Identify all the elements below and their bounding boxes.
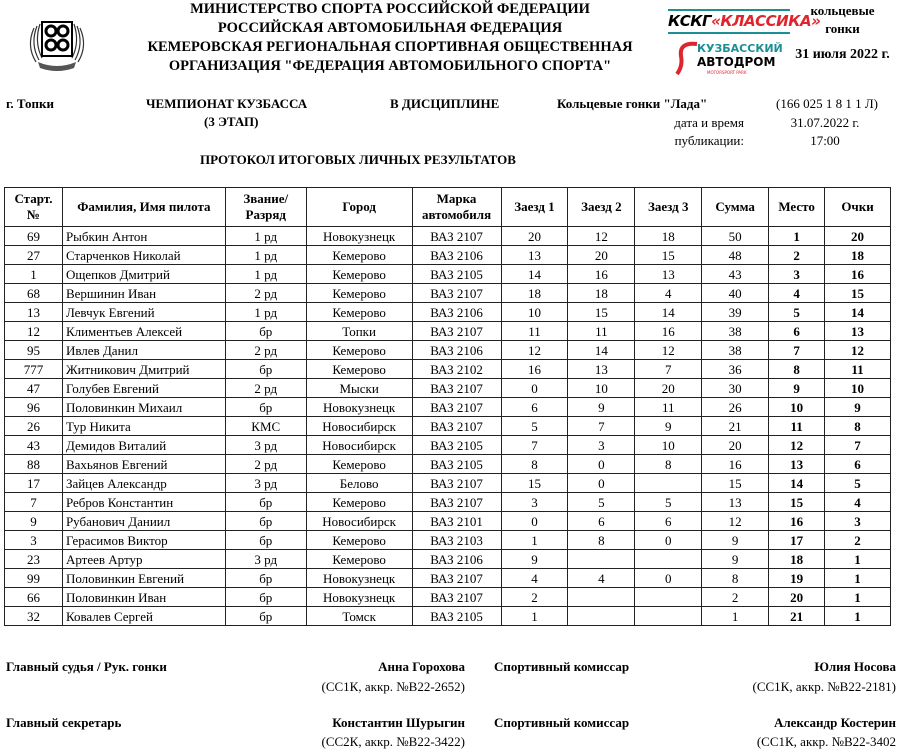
cell-start: 66 xyxy=(5,588,63,607)
cell-points: 7 xyxy=(825,436,891,455)
cell-race3 xyxy=(635,607,702,626)
cell-sum: 2 xyxy=(702,588,769,607)
kuzbass-autodrom-logo: КУЗБАССКИЙ АВТОДРОМ MOTORSPORT PARK xyxy=(675,38,785,78)
cell-sum: 39 xyxy=(702,303,769,322)
cell-rank: бр xyxy=(225,569,306,588)
cell-race2: 0 xyxy=(568,474,635,493)
cell-race1: 6 xyxy=(501,398,568,417)
cell-place: 7 xyxy=(769,341,825,360)
cell-place: 11 xyxy=(769,417,825,436)
cell-place: 15 xyxy=(769,493,825,512)
col-header-city: Город xyxy=(306,188,412,227)
cell-race3: 13 xyxy=(635,265,702,284)
cell-car: ВАЗ 2102 xyxy=(412,360,501,379)
cell-sum: 13 xyxy=(702,493,769,512)
cell-race2: 18 xyxy=(568,284,635,303)
col-header-name: Фамилия, Имя пилота xyxy=(62,188,225,227)
cell-race1: 14 xyxy=(501,265,568,284)
table-row xyxy=(5,265,891,284)
cell-place: 21 xyxy=(769,607,825,626)
cell-points: 1 xyxy=(825,550,891,569)
event-date: 31 июля 2022 г. xyxy=(795,47,890,62)
protocol-title: ПРОТОКОЛ ИТОГОВЫХ ЛИЧНЫХ РЕЗУЛЬТАТОВ xyxy=(200,152,516,167)
cell-race3: 10 xyxy=(635,436,702,455)
cell-car: ВАЗ 2106 xyxy=(412,341,501,360)
commissar-1-role: Спортивный комиссар xyxy=(494,659,630,674)
header-line-ministry: МИНИСТЕРСТВО СПОРТА РОССИЙСКОЙ ФЕДЕРАЦИИ xyxy=(190,1,590,17)
cell-rank: КМС xyxy=(225,417,306,436)
cell-points: 9 xyxy=(825,398,891,417)
cell-city: Кемерово xyxy=(306,303,412,322)
table-row xyxy=(5,417,891,436)
cell-car: ВАЗ 2107 xyxy=(412,493,501,512)
cell-place: 19 xyxy=(769,569,825,588)
commissar-2-role: Спортивный комиссар xyxy=(494,715,630,730)
cell-start: 1 xyxy=(5,265,63,284)
cell-rank: бр xyxy=(225,607,306,626)
cell-race1: 9 xyxy=(501,550,568,569)
cell-points: 5 xyxy=(825,474,891,493)
cell-car: ВАЗ 2105 xyxy=(412,436,501,455)
cell-race1: 4 xyxy=(501,569,568,588)
cell-sum: 9 xyxy=(702,550,769,569)
cell-name: Ивлев Данил xyxy=(62,341,225,360)
cell-city: Томск xyxy=(306,607,412,626)
cell-start: 7 xyxy=(5,493,63,512)
cell-name: Половинкин Иван xyxy=(62,588,225,607)
cell-points: 1 xyxy=(825,588,891,607)
cell-race3: 9 xyxy=(635,417,702,436)
cell-place: 8 xyxy=(769,360,825,379)
col-header-car: Марка автомобиля xyxy=(412,188,501,227)
cell-start: 26 xyxy=(5,417,63,436)
cell-city: Кемерово xyxy=(306,341,412,360)
cell-rank: 2 рд xyxy=(225,284,306,303)
cell-race1: 10 xyxy=(501,303,568,322)
cell-city: Новокузнецк xyxy=(306,569,412,588)
cell-sum: 48 xyxy=(702,246,769,265)
cell-city: Кемерово xyxy=(306,284,412,303)
header-line-organization: ОРГАНИЗАЦИЯ "ФЕДЕРАЦИЯ АВТОМОБИЛЬНОГО СПОРТА" xyxy=(168,58,612,74)
cell-race3: 11 xyxy=(635,398,702,417)
table-row xyxy=(5,227,891,246)
cell-start: 68 xyxy=(5,284,63,303)
cell-rank: 2 рд xyxy=(225,379,306,398)
cell-city: Кемерово xyxy=(306,531,412,550)
table-row xyxy=(5,379,891,398)
commissar-2-name: Александр Костерин xyxy=(773,715,896,730)
cell-points: 2 xyxy=(825,531,891,550)
cell-race3: 20 xyxy=(635,379,702,398)
cell-race1: 18 xyxy=(501,284,568,303)
cell-name: Зайцев Александр xyxy=(62,474,225,493)
cell-start: 95 xyxy=(5,341,63,360)
cell-race2 xyxy=(568,588,635,607)
cell-race3: 0 xyxy=(635,531,702,550)
cell-car: ВАЗ 2107 xyxy=(412,417,501,436)
cell-start: 13 xyxy=(5,303,63,322)
table-row xyxy=(5,322,891,341)
commissar-1-name: Юлия Носова xyxy=(814,659,896,674)
commissar-1-accreditation: (СС1К, аккр. №В22-2181) xyxy=(752,679,896,694)
cell-name: Тур Никита xyxy=(62,417,225,436)
cell-race2: 4 xyxy=(568,569,635,588)
cell-rank: 3 рд xyxy=(225,436,306,455)
cell-car: ВАЗ 2106 xyxy=(412,303,501,322)
col-header-place: Место xyxy=(769,188,825,227)
cell-sum: 38 xyxy=(702,341,769,360)
cell-sum: 36 xyxy=(702,360,769,379)
cell-name: Левчук Евгений xyxy=(62,303,225,322)
cell-car: ВАЗ 2105 xyxy=(412,607,501,626)
cell-race2: 14 xyxy=(568,341,635,360)
header-line-raf: РОССИЙСКАЯ АВТОМОБИЛЬНАЯ ФЕДЕРАЦИЯ xyxy=(217,20,563,36)
cell-race2: 13 xyxy=(568,360,635,379)
cell-rank: 3 рд xyxy=(225,474,306,493)
cell-name: Голубев Евгений xyxy=(62,379,225,398)
cell-car: ВАЗ 2107 xyxy=(412,322,501,341)
klassika-logo: КСКГ«КЛАССИКА» xyxy=(668,5,790,37)
cell-start: 96 xyxy=(5,398,63,417)
cell-race2: 0 xyxy=(568,455,635,474)
col-header-sum: Сумма xyxy=(702,188,769,227)
col-header-race3: Заезд 3 xyxy=(635,188,702,227)
cell-name: Вахьянов Евгений xyxy=(62,455,225,474)
cell-name: Житникович Дмитрий xyxy=(62,360,225,379)
cell-sum: 43 xyxy=(702,265,769,284)
table-row xyxy=(5,588,891,607)
federation-emblem-logo xyxy=(22,8,92,78)
cell-rank: 3 рд xyxy=(225,550,306,569)
cell-name: Половинкин Михаил xyxy=(62,398,225,417)
cell-place: 4 xyxy=(769,284,825,303)
cell-rank: 1 рд xyxy=(225,265,306,284)
cell-car: ВАЗ 2107 xyxy=(412,588,501,607)
cell-race2 xyxy=(568,550,635,569)
cell-place: 16 xyxy=(769,512,825,531)
cell-place: 6 xyxy=(769,322,825,341)
cell-city: Кемерово xyxy=(306,360,412,379)
cell-race3 xyxy=(635,588,702,607)
cell-rank: 1 рд xyxy=(225,227,306,246)
city-label: г. Топки xyxy=(6,96,54,111)
cell-rank: 1 рд xyxy=(225,303,306,322)
cell-car: ВАЗ 2107 xyxy=(412,569,501,588)
cell-rank: бр xyxy=(225,360,306,379)
discipline-name: Кольцевые гонки "Лада" xyxy=(557,96,708,111)
cell-sum: 1 xyxy=(702,607,769,626)
cell-car: ВАЗ 2107 xyxy=(412,398,501,417)
cell-race2: 3 xyxy=(568,436,635,455)
cell-race3: 4 xyxy=(635,284,702,303)
cell-start: 23 xyxy=(5,550,63,569)
cell-city: Новокузнецк xyxy=(306,227,412,246)
cell-sum: 9 xyxy=(702,531,769,550)
cell-sum: 40 xyxy=(702,284,769,303)
cell-points: 11 xyxy=(825,360,891,379)
cell-race1: 0 xyxy=(501,512,568,531)
chief-secretary-accreditation: (СС2К, аккр. №В22-3422) xyxy=(321,734,465,749)
table-row xyxy=(5,474,891,493)
cell-city: Новосибирск xyxy=(306,436,412,455)
cell-race3: 5 xyxy=(635,493,702,512)
cell-city: Кемерово xyxy=(306,493,412,512)
publication-time: 17:00 xyxy=(810,133,840,148)
cell-car: ВАЗ 2107 xyxy=(412,379,501,398)
cell-race1: 1 xyxy=(501,607,568,626)
cell-name: Артеев Артур xyxy=(62,550,225,569)
cell-place: 9 xyxy=(769,379,825,398)
cell-place: 12 xyxy=(769,436,825,455)
cell-race3 xyxy=(635,474,702,493)
cell-race1: 0 xyxy=(501,379,568,398)
cell-race3: 12 xyxy=(635,341,702,360)
cell-rank: 2 рд xyxy=(225,455,306,474)
cell-start: 43 xyxy=(5,436,63,455)
cell-city: Новокузнецк xyxy=(306,588,412,607)
cell-race2: 10 xyxy=(568,379,635,398)
cell-rank: бр xyxy=(225,493,306,512)
in-discipline-label: В ДИСЦИПЛИНЕ xyxy=(390,96,500,111)
cell-race2: 6 xyxy=(568,512,635,531)
cell-race1: 11 xyxy=(501,322,568,341)
cell-start: 27 xyxy=(5,246,63,265)
table-row xyxy=(5,569,891,588)
chief-judge-role: Главный судья / Рук. гонки xyxy=(6,659,167,674)
cell-points: 4 xyxy=(825,493,891,512)
cell-race3: 8 xyxy=(635,455,702,474)
cell-sum: 8 xyxy=(702,569,769,588)
cell-car: ВАЗ 2107 xyxy=(412,284,501,303)
cell-race1: 8 xyxy=(501,455,568,474)
cell-name: Герасимов Виктор xyxy=(62,531,225,550)
table-row xyxy=(5,550,891,569)
cell-rank: бр xyxy=(225,512,306,531)
cell-race1: 15 xyxy=(501,474,568,493)
cell-race1: 13 xyxy=(501,246,568,265)
cell-start: 32 xyxy=(5,607,63,626)
cell-race2: 11 xyxy=(568,322,635,341)
cell-race3 xyxy=(635,550,702,569)
cell-race2: 7 xyxy=(568,417,635,436)
cell-race1: 5 xyxy=(501,417,568,436)
cell-race1: 3 xyxy=(501,493,568,512)
cell-rank: бр xyxy=(225,588,306,607)
discipline-code: (166 025 1 8 1 1 Л) xyxy=(776,96,878,111)
cell-city: Кемерово xyxy=(306,265,412,284)
cell-place: 13 xyxy=(769,455,825,474)
cell-race3: 14 xyxy=(635,303,702,322)
cell-car: ВАЗ 2107 xyxy=(412,474,501,493)
col-header-race1: Заезд 1 xyxy=(501,188,568,227)
table-row xyxy=(5,531,891,550)
cell-start: 69 xyxy=(5,227,63,246)
cell-sum: 20 xyxy=(702,436,769,455)
cell-place: 3 xyxy=(769,265,825,284)
cell-race3: 6 xyxy=(635,512,702,531)
cell-points: 6 xyxy=(825,455,891,474)
cell-place: 10 xyxy=(769,398,825,417)
cell-points: 10 xyxy=(825,379,891,398)
cell-rank: бр xyxy=(225,531,306,550)
col-header-points: Очки xyxy=(825,188,891,227)
cell-name: Старченков Николай xyxy=(62,246,225,265)
cell-car: ВАЗ 2106 xyxy=(412,246,501,265)
cell-start: 9 xyxy=(5,512,63,531)
cell-points: 12 xyxy=(825,341,891,360)
cell-rank: бр xyxy=(225,322,306,341)
table-row xyxy=(5,455,891,474)
table-row xyxy=(5,398,891,417)
table-row xyxy=(5,341,891,360)
cell-car: ВАЗ 2107 xyxy=(412,227,501,246)
cell-sum: 12 xyxy=(702,512,769,531)
cell-start: 12 xyxy=(5,322,63,341)
cell-race2: 9 xyxy=(568,398,635,417)
cell-race3: 15 xyxy=(635,246,702,265)
cell-start: 88 xyxy=(5,455,63,474)
publication-date: 31.07.2022 г. xyxy=(790,115,860,130)
cell-city: Белово xyxy=(306,474,412,493)
publication-label-2: публикации: xyxy=(674,133,744,148)
cell-points: 13 xyxy=(825,322,891,341)
cell-car: ВАЗ 2103 xyxy=(412,531,501,550)
cell-race1: 12 xyxy=(501,341,568,360)
cell-car: ВАЗ 2101 xyxy=(412,512,501,531)
cell-rank: 1 рд xyxy=(225,246,306,265)
cell-name: Ковалев Сергей xyxy=(62,607,225,626)
stage-label: (3 ЭТАП) xyxy=(204,114,259,129)
cell-car: ВАЗ 2105 xyxy=(412,265,501,284)
cell-start: 3 xyxy=(5,531,63,550)
table-row xyxy=(5,246,891,265)
cell-points: 3 xyxy=(825,512,891,531)
cell-points: 1 xyxy=(825,607,891,626)
cell-sum: 30 xyxy=(702,379,769,398)
cell-name: Рыбкин Антон xyxy=(62,227,225,246)
cell-place: 20 xyxy=(769,588,825,607)
cell-city: Кемерово xyxy=(306,246,412,265)
cell-start: 777 xyxy=(5,360,63,379)
cell-race1: 2 xyxy=(501,588,568,607)
chief-judge-name: Анна Горохова xyxy=(378,659,465,674)
chief-secretary-name: Константин Шурыгин xyxy=(332,715,465,730)
cell-sum: 16 xyxy=(702,455,769,474)
cell-race3: 7 xyxy=(635,360,702,379)
cell-place: 1 xyxy=(769,227,825,246)
cell-points: 8 xyxy=(825,417,891,436)
cell-start: 47 xyxy=(5,379,63,398)
cell-start: 17 xyxy=(5,474,63,493)
cell-car: ВАЗ 2105 xyxy=(412,455,501,474)
cell-sum: 50 xyxy=(702,227,769,246)
cell-race2: 20 xyxy=(568,246,635,265)
cell-name: Климентьев Алексей xyxy=(62,322,225,341)
cell-race2: 8 xyxy=(568,531,635,550)
table-row xyxy=(5,493,891,512)
table-row xyxy=(5,303,891,322)
cell-city: Новосибирск xyxy=(306,512,412,531)
col-header-race2: Заезд 2 xyxy=(568,188,635,227)
cell-city: Кемерово xyxy=(306,455,412,474)
cell-race2: 5 xyxy=(568,493,635,512)
cell-race2 xyxy=(568,607,635,626)
cell-race2: 15 xyxy=(568,303,635,322)
cell-points: 1 xyxy=(825,569,891,588)
cell-race1: 7 xyxy=(501,436,568,455)
cell-sum: 38 xyxy=(702,322,769,341)
table-row xyxy=(5,512,891,531)
cell-race3: 18 xyxy=(635,227,702,246)
cell-race3: 0 xyxy=(635,569,702,588)
commissar-2-accreditation: (СС1К, аккр. №В22-3402 xyxy=(756,734,896,749)
cell-start: 99 xyxy=(5,569,63,588)
cell-place: 2 xyxy=(769,246,825,265)
cell-name: Ребров Константин xyxy=(62,493,225,512)
publication-label-1: дата и время xyxy=(674,115,744,130)
table-row xyxy=(5,436,891,455)
discipline-short-2: гонки xyxy=(825,21,860,36)
table-row xyxy=(5,360,891,379)
cell-city: Новокузнецк xyxy=(306,398,412,417)
cell-city: Новосибирск xyxy=(306,417,412,436)
cell-sum: 26 xyxy=(702,398,769,417)
cell-rank: бр xyxy=(225,398,306,417)
cell-city: Кемерово xyxy=(306,550,412,569)
results-table xyxy=(4,187,891,626)
table-row xyxy=(5,607,891,626)
chief-secretary-role: Главный секретарь xyxy=(6,715,122,730)
cell-race1: 20 xyxy=(501,227,568,246)
cell-race2: 12 xyxy=(568,227,635,246)
col-header-start: Старт. № xyxy=(5,188,63,227)
cell-sum: 15 xyxy=(702,474,769,493)
cell-points: 14 xyxy=(825,303,891,322)
cell-name: Рубанович Даниил xyxy=(62,512,225,531)
cell-name: Ощепков Дмитрий xyxy=(62,265,225,284)
table-header-row xyxy=(5,188,891,227)
cell-points: 18 xyxy=(825,246,891,265)
cell-place: 18 xyxy=(769,550,825,569)
cell-place: 17 xyxy=(769,531,825,550)
cell-car: ВАЗ 2106 xyxy=(412,550,501,569)
cell-race1: 16 xyxy=(501,360,568,379)
cell-place: 5 xyxy=(769,303,825,322)
championship-title: ЧЕМПИОНАТ КУЗБАССА xyxy=(146,96,308,111)
cell-points: 20 xyxy=(825,227,891,246)
discipline-short-1: кольцевые xyxy=(810,3,875,18)
cell-city: Топки xyxy=(306,322,412,341)
cell-race2: 16 xyxy=(568,265,635,284)
cell-name: Половинкин Евгений xyxy=(62,569,225,588)
cell-name: Вершинин Иван xyxy=(62,284,225,303)
cell-race1: 1 xyxy=(501,531,568,550)
table-row xyxy=(5,284,891,303)
col-header-rank: Звание/ Разряд xyxy=(225,188,306,227)
cell-city: Мыски xyxy=(306,379,412,398)
header-line-regional: КЕМЕРОВСКАЯ РЕГИОНАЛЬНАЯ СПОРТИВНАЯ ОБЩЕСТВЕННАЯ xyxy=(147,39,633,55)
cell-race3: 16 xyxy=(635,322,702,341)
cell-sum: 21 xyxy=(702,417,769,436)
cell-rank: 2 рд xyxy=(225,341,306,360)
cell-points: 15 xyxy=(825,284,891,303)
chief-judge-accreditation: (СС1К, аккр. №В22-2652) xyxy=(321,679,465,694)
cell-place: 14 xyxy=(769,474,825,493)
cell-points: 16 xyxy=(825,265,891,284)
cell-name: Демидов Виталий xyxy=(62,436,225,455)
